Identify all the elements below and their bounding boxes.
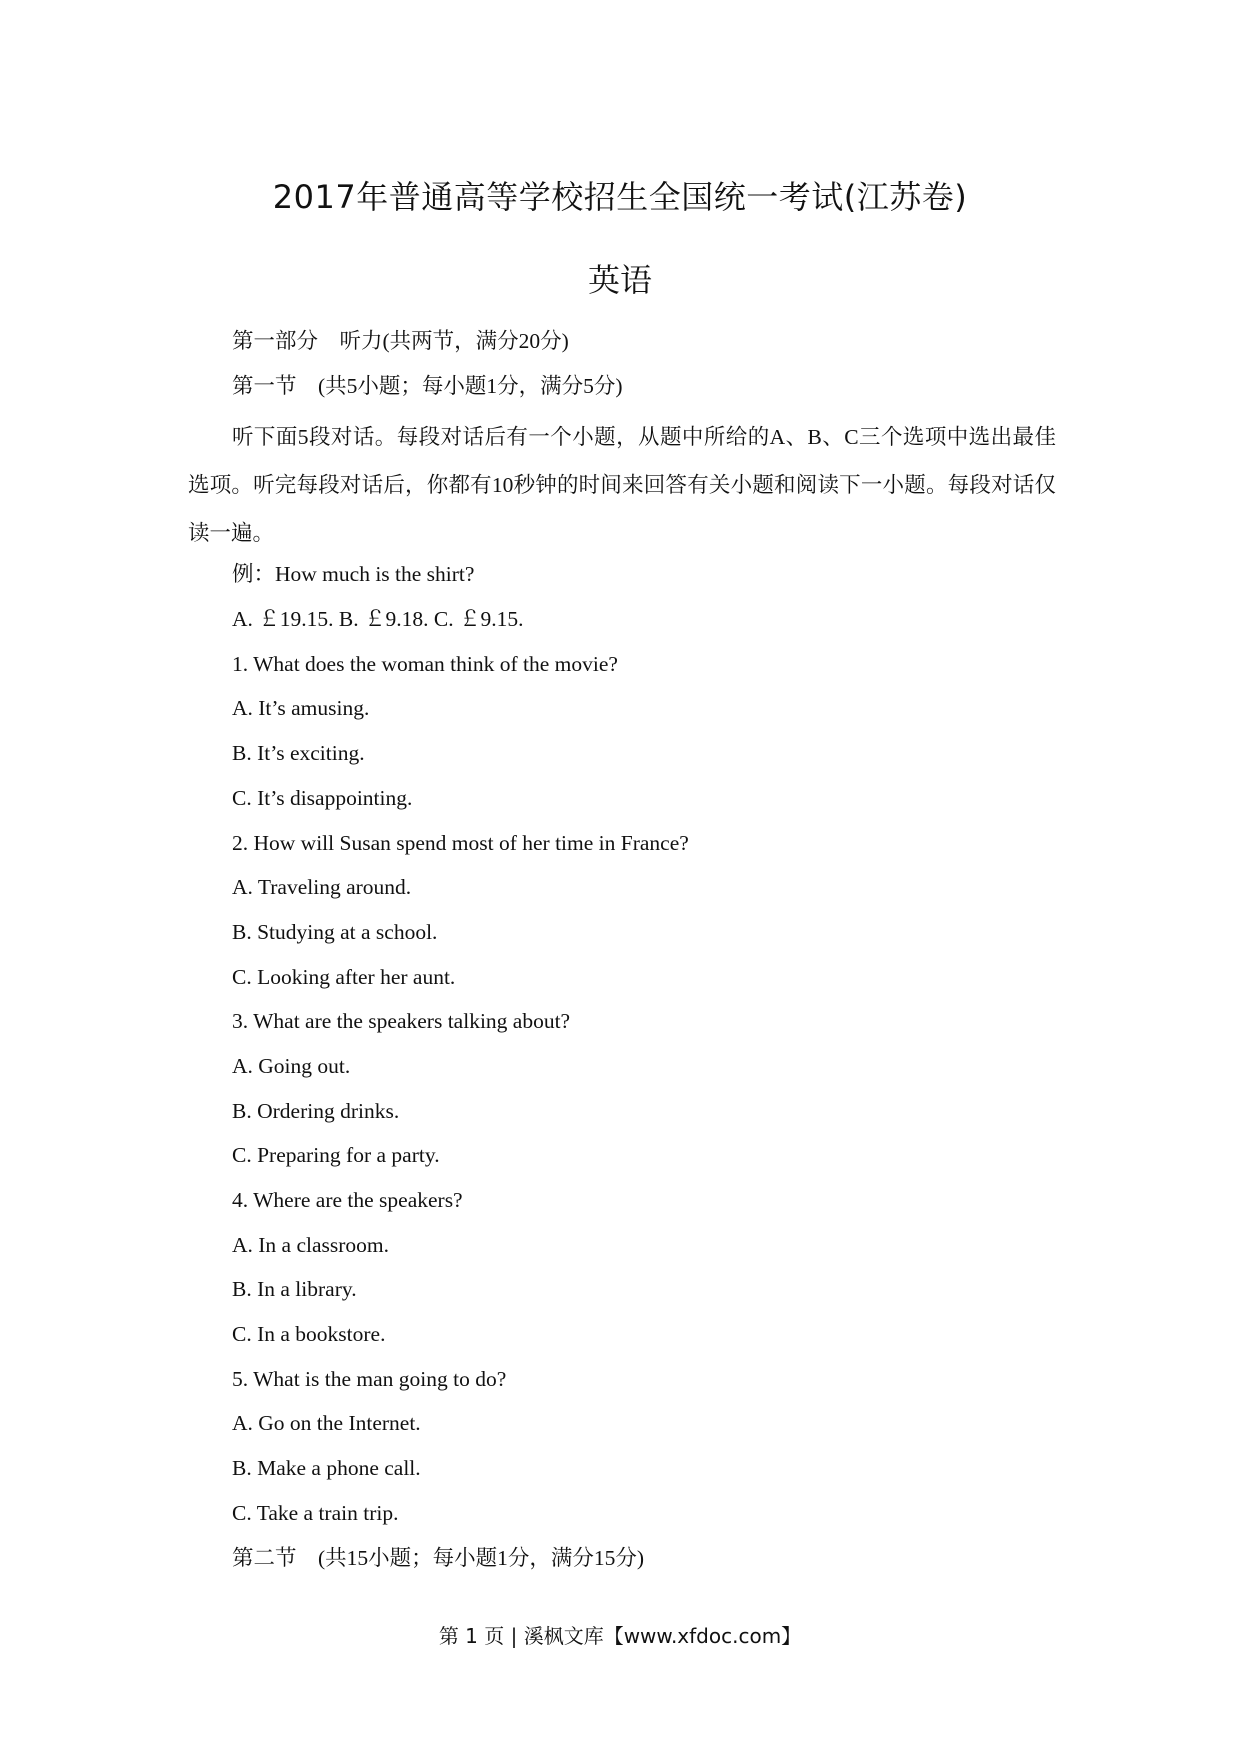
example-options: A. ￡19.15. B. ￡9.18. C. ￡9.15.: [232, 607, 524, 632]
page-subtitle: 英语: [587, 261, 652, 299]
option-b: B. Ordering drinks.: [232, 1098, 400, 1123]
option-c: C. It’s disappointing.: [232, 785, 413, 810]
section-heading: 第一节 (共5小题；每小题1分，满分5分): [232, 373, 623, 398]
page-footer: 第 1 页 | 溪枫文库【www.xfdoc.com】: [438, 1624, 802, 1648]
part-heading: 第一部分 听力(共两节，满分20分): [232, 329, 569, 353]
option-a: A. It’s amusing.: [232, 696, 370, 721]
question-5: 5. What is the man going to do?: [232, 1366, 507, 1391]
option-a: A. Go on the Internet.: [232, 1411, 421, 1436]
page-title: 2017年普通高等学校招生全国统一考试(江苏卷): [272, 178, 968, 216]
option-c: C. Looking after her aunt.: [232, 964, 456, 989]
option-c: C. In a bookstore.: [232, 1322, 386, 1347]
option-a: A. Going out.: [232, 1053, 351, 1078]
question-3: 3. What are the speakers talking about?: [232, 1009, 571, 1034]
question-4: 4. Where are the speakers?: [232, 1188, 463, 1212]
instructions-paragraph: 听下面5段对话。每段对话后有一个小题，从题中所给的A、B、C三个选项中选出最佳选项。听完每段对话后，你都有10秒钟的时间来回答有关小题和阅读下一小题。每段对话仅读一遍。: [188, 425, 1056, 546]
document-body: [188, 326, 1056, 1587]
option-a: A. In a classroom.: [232, 1232, 390, 1257]
option-c: C. Take a train trip.: [232, 1500, 399, 1525]
example-question: 例：How much is the shirt?: [232, 562, 475, 587]
option-b: B. Make a phone call.: [232, 1456, 421, 1481]
option-b: B. Studying at a school.: [232, 919, 438, 944]
option-a: A. Traveling around.: [232, 875, 412, 900]
question-2: 2. How will Susan spend most of her time in France?: [232, 830, 689, 855]
question-1: 1. What does the woman think of the movie?: [232, 651, 618, 676]
section-heading: 第二节 (共15小题；每小题1分，满分15分): [232, 1545, 645, 1570]
option-c: C. Preparing for a party.: [232, 1143, 440, 1168]
option-b: B. In a library.: [232, 1277, 357, 1302]
option-b: B. It’s exciting.: [232, 741, 365, 766]
